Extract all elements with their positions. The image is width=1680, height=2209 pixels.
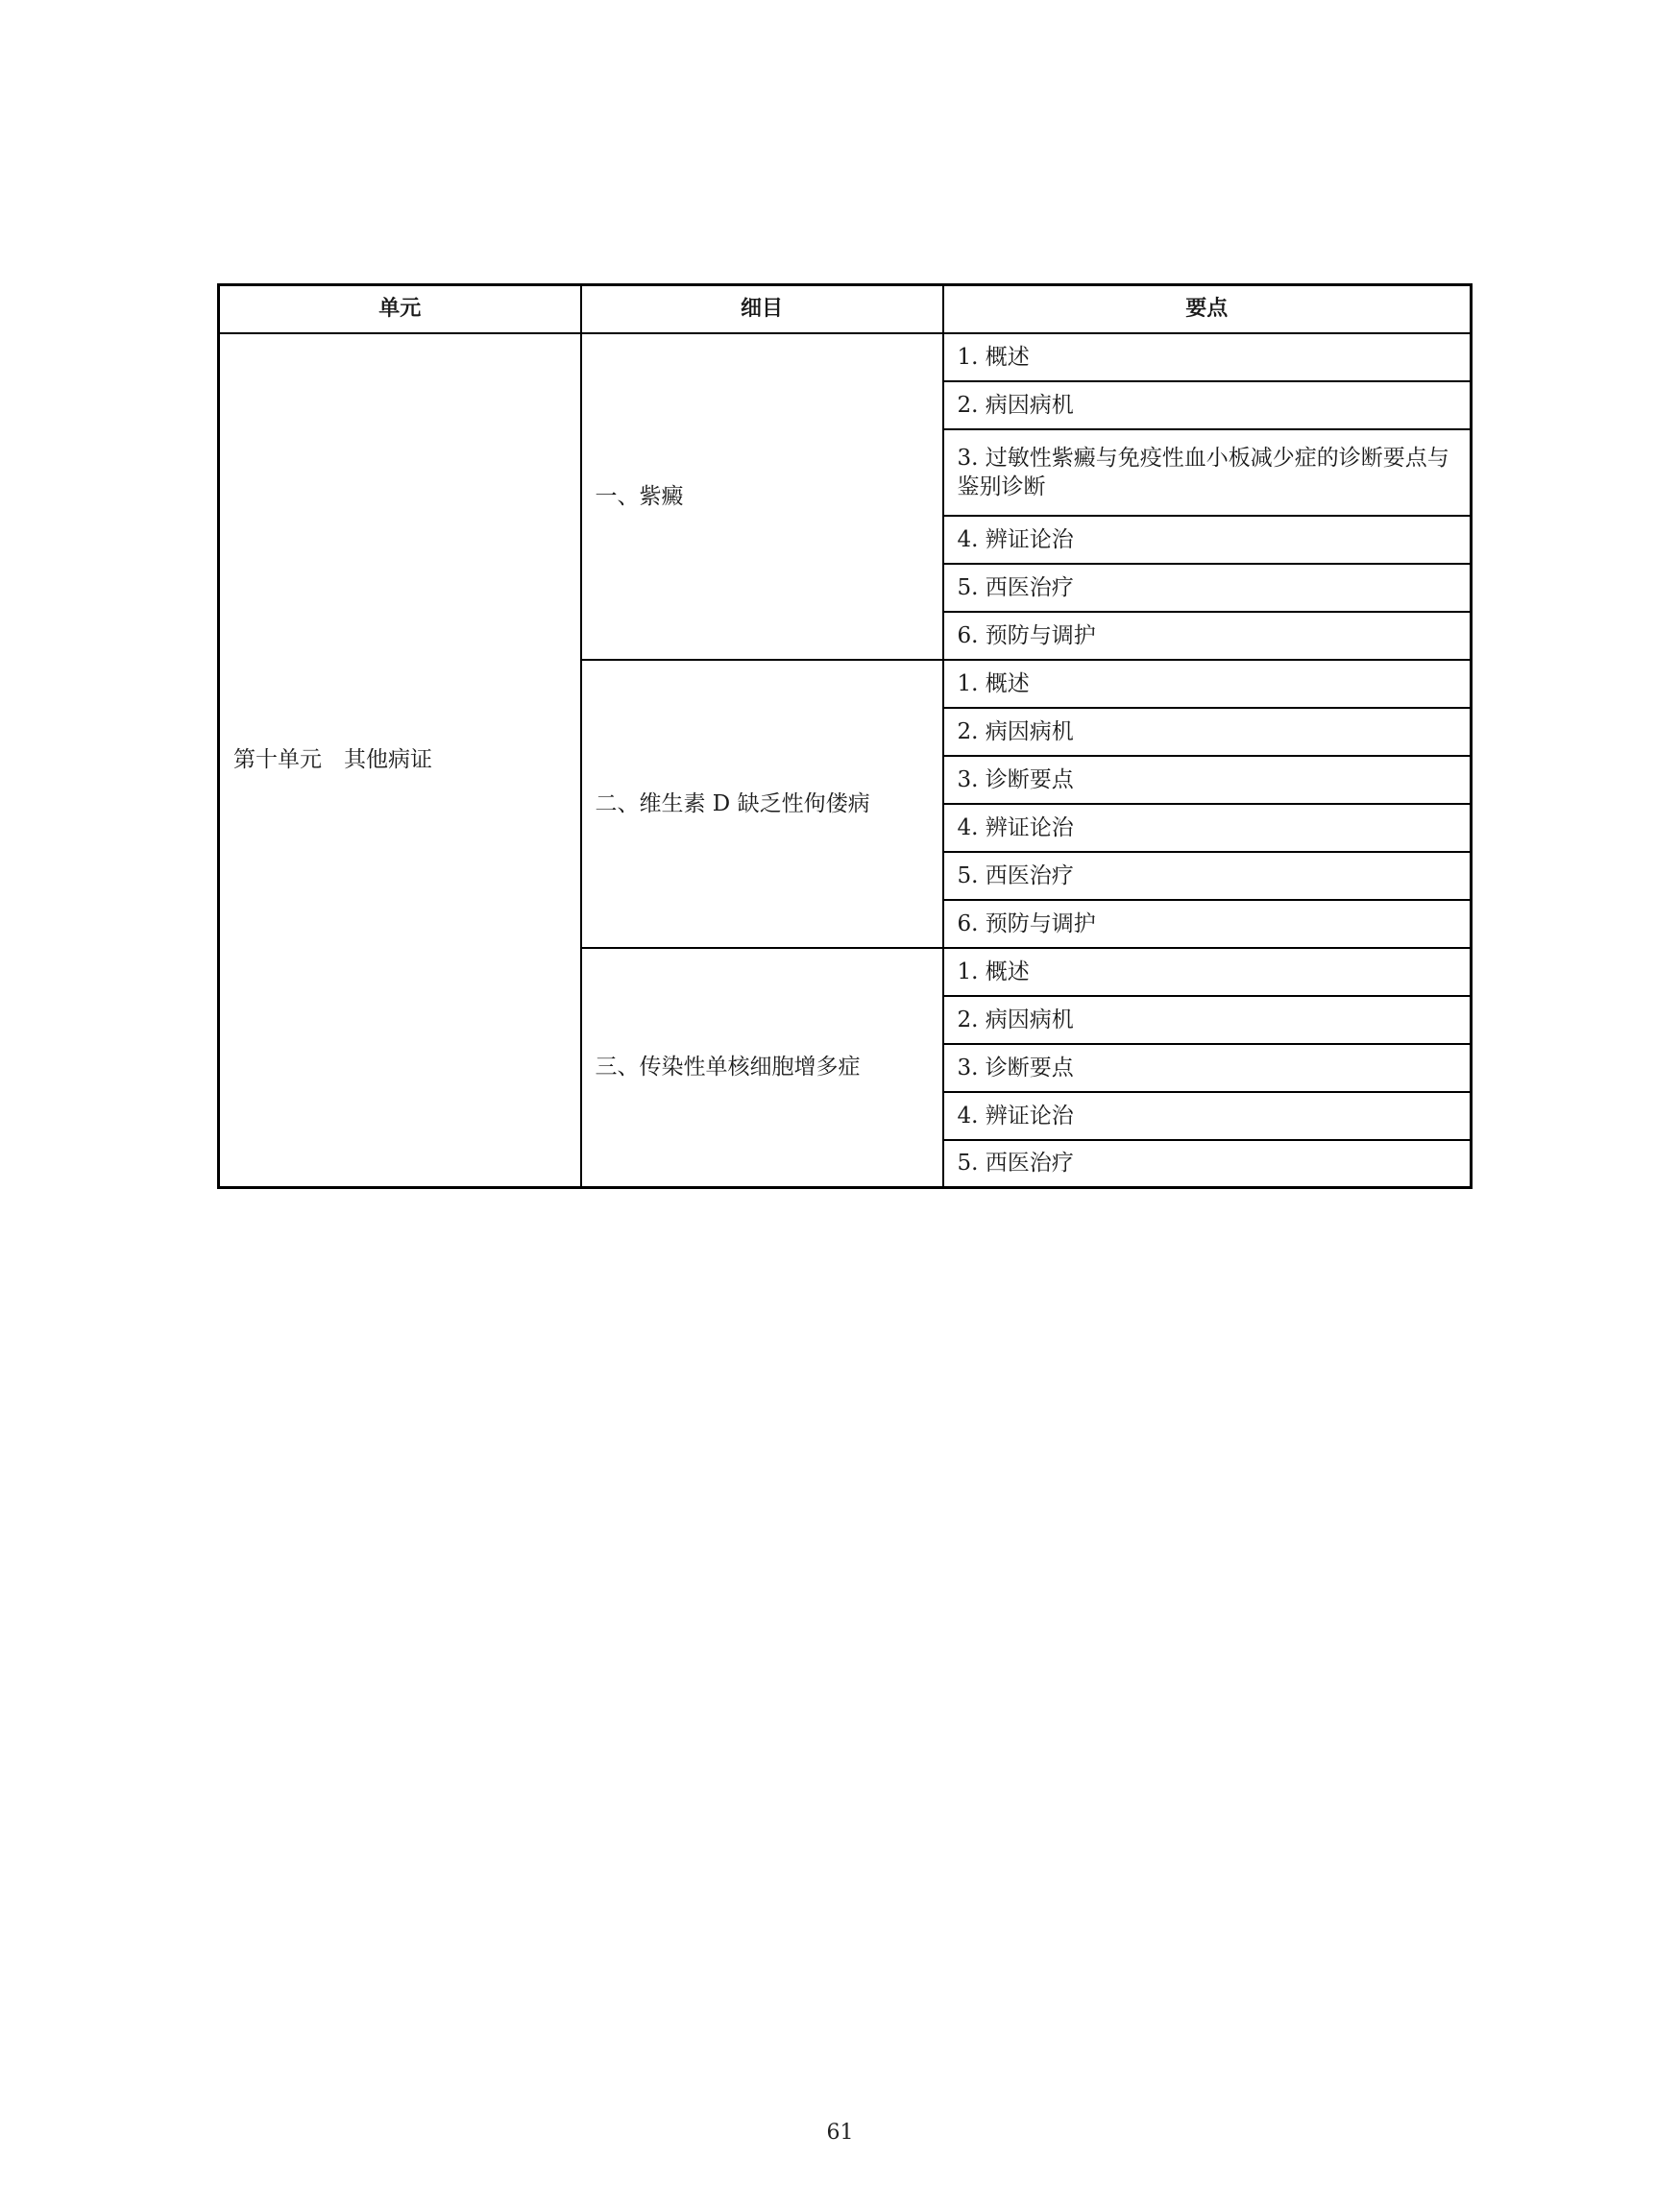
item-cell-2: 二、维生素 D 缺乏性佝偻病 (581, 660, 943, 948)
point-cell: 2. 病因病机 (943, 381, 1472, 429)
point-cell: 2. 病因病机 (943, 708, 1472, 756)
point-cell: 3. 诊断要点 (943, 1044, 1472, 1092)
syllabus-table (217, 283, 1473, 1189)
item-cell-1: 一、紫癜 (581, 333, 943, 660)
table-row (219, 333, 1472, 381)
header-item: 细目 (581, 285, 943, 333)
point-cell: 4. 辨证论治 (943, 516, 1472, 564)
header-points: 要点 (943, 285, 1472, 333)
point-cell: 5. 西医治疗 (943, 1140, 1472, 1188)
unit-cell: 第十单元 其他病证 (219, 333, 581, 1188)
point-cell: 6. 预防与调护 (943, 612, 1472, 660)
item-cell-3: 三、传染性单核细胞增多症 (581, 948, 943, 1188)
point-cell: 4. 辨证论治 (943, 804, 1472, 852)
point-cell: 5. 西医治疗 (943, 564, 1472, 612)
syllabus-sheet (217, 283, 1470, 1189)
page-number: 61 (826, 2121, 854, 2145)
point-cell: 6. 预防与调护 (943, 900, 1472, 948)
point-cell: 1. 概述 (943, 660, 1472, 708)
point-cell: 5. 西医治疗 (943, 852, 1472, 900)
point-cell: 3. 诊断要点 (943, 756, 1472, 804)
point-cell: 1. 概述 (943, 333, 1472, 381)
point-cell: 4. 辨证论治 (943, 1092, 1472, 1140)
point-cell: 3. 过敏性紫癜与免疫性血小板减少症的诊断要点与鉴别诊断 (943, 429, 1472, 516)
header-row (219, 285, 1472, 333)
point-cell: 2. 病因病机 (943, 996, 1472, 1044)
point-cell: 1. 概述 (943, 948, 1472, 996)
header-unit: 单元 (219, 285, 581, 333)
